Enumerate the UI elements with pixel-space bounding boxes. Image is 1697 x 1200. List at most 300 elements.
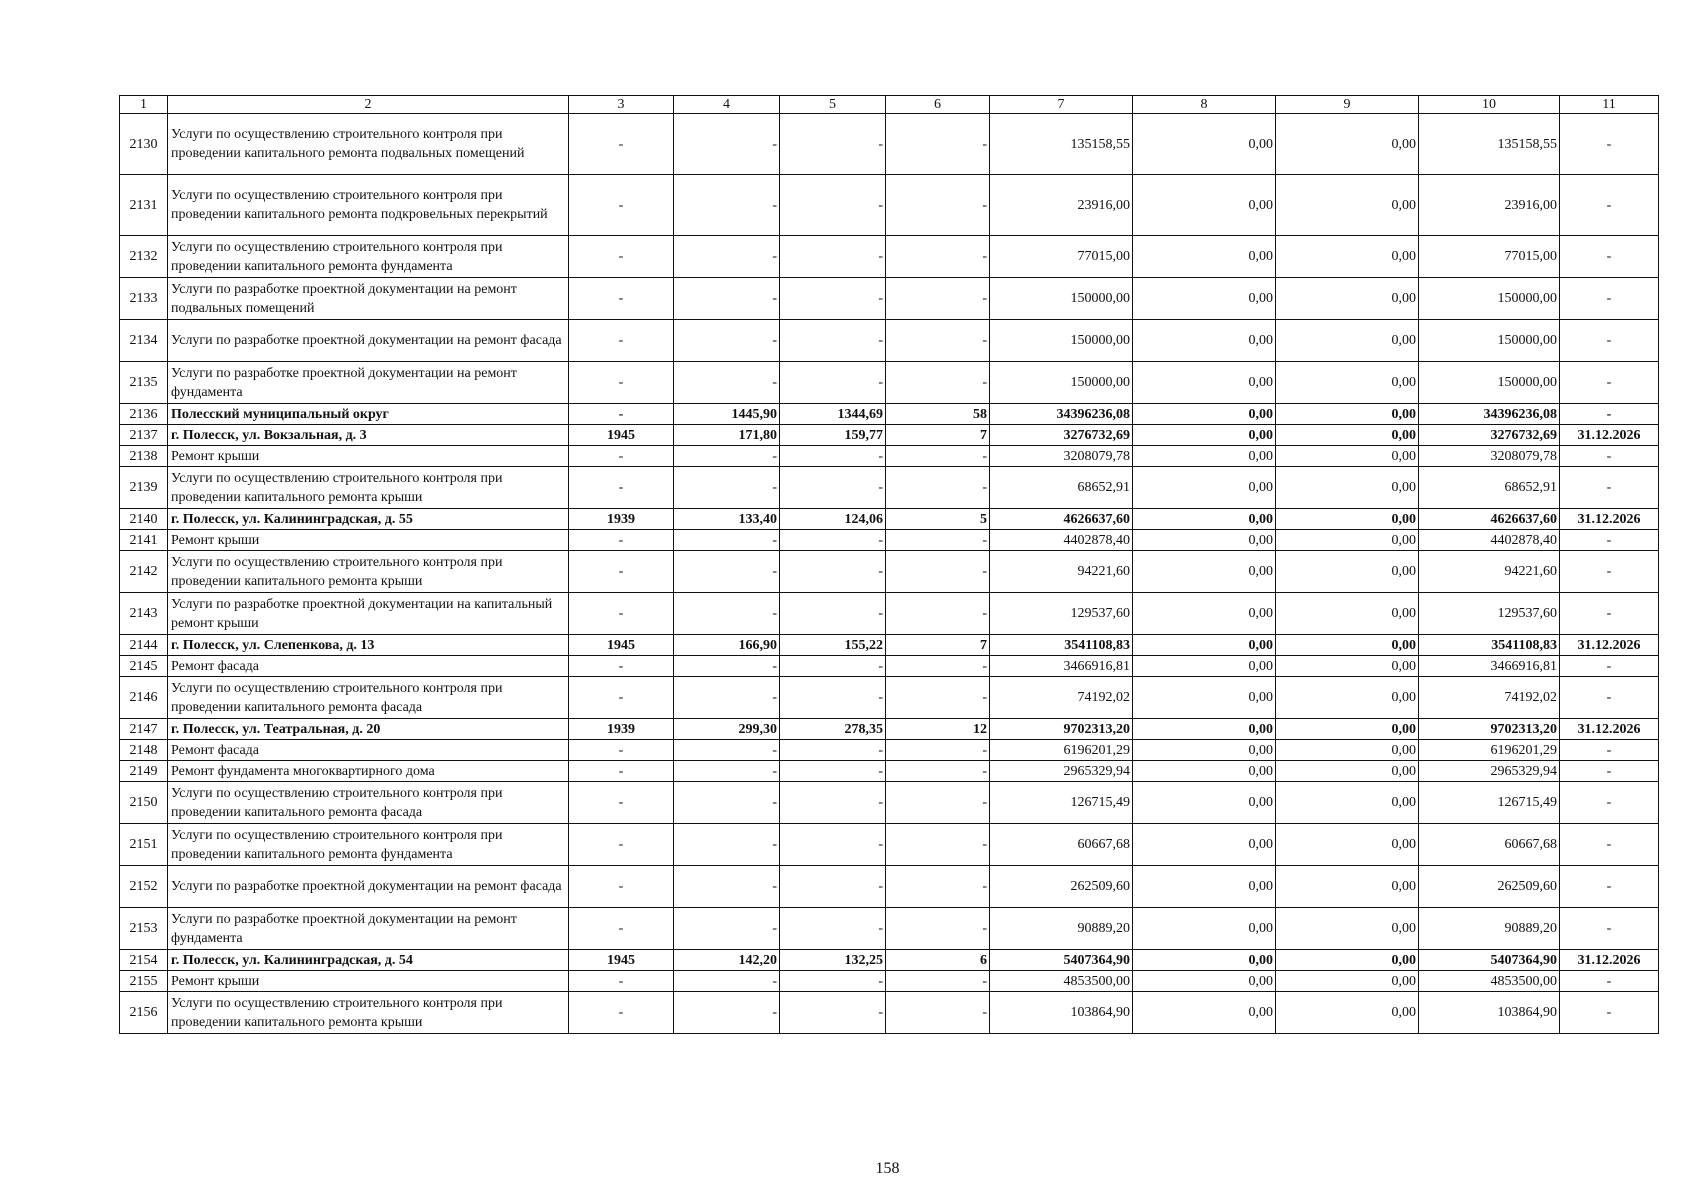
cell-c7: 23916,00 [990,175,1133,236]
table-body [120,96,1659,1034]
cell-c4: - [674,824,780,866]
cell-c3: 1939 [569,509,674,530]
cell-c4: - [674,320,780,362]
cell-c4: 171,80 [674,425,780,446]
cell-c4: - [674,236,780,278]
cell-description: Услуги по осуществлению строительного контроля при проведении капитального ремонта фундамента [168,824,569,866]
cell-c3: - [569,114,674,175]
cell-c9: 0,00 [1276,971,1419,992]
table-row [120,467,1659,509]
cell-c8: 0,00 [1133,425,1276,446]
table-row [120,908,1659,950]
cell-c4: - [674,656,780,677]
cell-c9: 0,00 [1276,866,1419,908]
column-number: 8 [1133,96,1276,114]
cell-c3: - [569,278,674,320]
cell-c5: - [780,971,886,992]
table-row [120,236,1659,278]
cell-c8: 0,00 [1133,278,1276,320]
cell-c11: - [1560,404,1659,425]
cell-c9: 0,00 [1276,467,1419,509]
cell-c10: 129537,60 [1419,593,1560,635]
column-number: 9 [1276,96,1419,114]
cell-c6: - [886,175,990,236]
cell-c9: 0,00 [1276,425,1419,446]
cell-c8: 0,00 [1133,551,1276,593]
cell-c6: - [886,446,990,467]
cell-c10: 94221,60 [1419,551,1560,593]
cell-c11: - [1560,656,1659,677]
table-row [120,362,1659,404]
cell-c6: - [886,551,990,593]
cell-c7: 4626637,60 [990,509,1133,530]
cell-c10: 150000,00 [1419,278,1560,320]
cell-c4: - [674,782,780,824]
cell-c8: 0,00 [1133,656,1276,677]
column-number: 3 [569,96,674,114]
cell-c7: 150000,00 [990,362,1133,404]
cell-c8: 0,00 [1133,992,1276,1034]
cell-c4: - [674,908,780,950]
cell-c8: 0,00 [1133,677,1276,719]
cell-c3: - [569,593,674,635]
column-number: 11 [1560,96,1659,114]
cell-c5: - [780,740,886,761]
cell-c9: 0,00 [1276,278,1419,320]
cell-c8: 0,00 [1133,175,1276,236]
cell-c6: 7 [886,425,990,446]
cell-c6: - [886,971,990,992]
cell-c11: 31.12.2026 [1560,425,1659,446]
table-row [120,677,1659,719]
cell-c6: 58 [886,404,990,425]
cell-c10: 74192,02 [1419,677,1560,719]
cell-c7: 5407364,90 [990,950,1133,971]
cell-c4: - [674,278,780,320]
table-row [120,404,1659,425]
cell-c3: 1939 [569,719,674,740]
cell-c11: - [1560,362,1659,404]
cell-c4: - [674,992,780,1034]
cell-row-number: 2137 [120,425,168,446]
cell-description: Услуги по осуществлению строительного контроля при проведении капитального ремонта фасада [168,782,569,824]
cell-c10: 23916,00 [1419,175,1560,236]
cell-c7: 74192,02 [990,677,1133,719]
cell-row-number: 2153 [120,908,168,950]
cell-c5: - [780,782,886,824]
table-row [120,719,1659,740]
column-number-row [120,96,1659,114]
cell-description: г. Полесск, ул. Вокзальная, д. 3 [168,425,569,446]
cell-c9: 0,00 [1276,362,1419,404]
cell-c8: 0,00 [1133,362,1276,404]
cell-c11: 31.12.2026 [1560,719,1659,740]
cell-c3: - [569,740,674,761]
cell-c6: - [886,362,990,404]
cell-c10: 34396236,08 [1419,404,1560,425]
cell-c3: 1945 [569,425,674,446]
cell-c9: 0,00 [1276,761,1419,782]
cell-c7: 3276732,69 [990,425,1133,446]
cell-c9: 0,00 [1276,635,1419,656]
cell-c8: 0,00 [1133,782,1276,824]
cell-c11: - [1560,677,1659,719]
cell-c8: 0,00 [1133,446,1276,467]
cell-c3: - [569,404,674,425]
table-row [120,530,1659,551]
cell-c7: 4402878,40 [990,530,1133,551]
cell-row-number: 2147 [120,719,168,740]
table-row [120,866,1659,908]
cell-c7: 9702313,20 [990,719,1133,740]
cell-c6: - [886,782,990,824]
cell-c4: - [674,362,780,404]
table-row [120,551,1659,593]
table-row [120,635,1659,656]
cell-row-number: 2134 [120,320,168,362]
cell-c5: - [780,320,886,362]
cell-c4: 133,40 [674,509,780,530]
cell-c3: - [569,656,674,677]
cell-c3: - [569,446,674,467]
column-number: 7 [990,96,1133,114]
cell-c6: - [886,114,990,175]
cell-c9: 0,00 [1276,236,1419,278]
column-number: 6 [886,96,990,114]
cell-c6: - [886,677,990,719]
table-row [120,656,1659,677]
cell-row-number: 2146 [120,677,168,719]
cell-c7: 6196201,29 [990,740,1133,761]
cell-description: Услуги по разработке проектной документации на ремонт фасада [168,320,569,362]
table-row [120,446,1659,467]
cell-c3: 1945 [569,950,674,971]
cell-c10: 3541108,83 [1419,635,1560,656]
cell-c7: 77015,00 [990,236,1133,278]
cell-c3: - [569,175,674,236]
page-number: 158 [875,1160,900,1177]
cell-c5: - [780,908,886,950]
cell-description: г. Полесск, ул. Калининградская, д. 54 [168,950,569,971]
cell-c4: - [674,114,780,175]
column-number: 10 [1419,96,1560,114]
cell-c6: - [886,656,990,677]
cell-c10: 4402878,40 [1419,530,1560,551]
cell-row-number: 2130 [120,114,168,175]
cell-c7: 129537,60 [990,593,1133,635]
cell-c4: - [674,175,780,236]
cell-c5: - [780,236,886,278]
cell-c8: 0,00 [1133,950,1276,971]
cell-description: Ремонт фундамента многоквартирного дома [168,761,569,782]
cell-description: Полесский муниципальный округ [168,404,569,425]
cell-c11: - [1560,782,1659,824]
cell-description: Услуги по осуществлению строительного контроля при проведении капитального ремонта крыши [168,467,569,509]
cell-c6: 6 [886,950,990,971]
cell-description: г. Полесск, ул. Слепенкова, д. 13 [168,635,569,656]
cell-c11: - [1560,320,1659,362]
cell-c10: 3276732,69 [1419,425,1560,446]
cell-c4: 1445,90 [674,404,780,425]
cell-c10: 90889,20 [1419,908,1560,950]
cell-c3: - [569,530,674,551]
cell-c4: - [674,593,780,635]
cell-c5: 124,06 [780,509,886,530]
cell-row-number: 2155 [120,971,168,992]
cell-c8: 0,00 [1133,593,1276,635]
cell-description: Услуги по осуществлению строительного контроля при проведении капитального ремонта фасада [168,677,569,719]
cell-row-number: 2135 [120,362,168,404]
cell-row-number: 2141 [120,530,168,551]
cell-c9: 0,00 [1276,677,1419,719]
cell-c11: - [1560,551,1659,593]
column-number: 5 [780,96,886,114]
cell-c10: 3466916,81 [1419,656,1560,677]
cell-c7: 150000,00 [990,278,1133,320]
cell-c7: 34396236,08 [990,404,1133,425]
cell-c11: - [1560,971,1659,992]
cell-c3: - [569,908,674,950]
cell-c9: 0,00 [1276,656,1419,677]
cell-description: Услуги по разработке проектной документации на капитальный ремонт крыши [168,593,569,635]
cell-c6: - [886,824,990,866]
cell-c6: - [886,866,990,908]
cell-c7: 103864,90 [990,992,1133,1034]
cell-row-number: 2133 [120,278,168,320]
cell-row-number: 2139 [120,467,168,509]
cell-c3: 1945 [569,635,674,656]
cell-c11: - [1560,824,1659,866]
table-row [120,593,1659,635]
cell-row-number: 2150 [120,782,168,824]
table-row [120,971,1659,992]
cell-c11: - [1560,530,1659,551]
cell-c7: 94221,60 [990,551,1133,593]
cell-c10: 5407364,90 [1419,950,1560,971]
cell-c6: - [886,992,990,1034]
cell-c10: 150000,00 [1419,362,1560,404]
cell-c9: 0,00 [1276,740,1419,761]
cell-c11: - [1560,446,1659,467]
cell-c9: 0,00 [1276,593,1419,635]
cell-description: Ремонт крыши [168,446,569,467]
cell-row-number: 2151 [120,824,168,866]
cell-c5: - [780,656,886,677]
cell-c3: - [569,761,674,782]
cell-c8: 0,00 [1133,114,1276,175]
cell-c8: 0,00 [1133,320,1276,362]
table-row [120,175,1659,236]
cell-row-number: 2140 [120,509,168,530]
cell-c3: - [569,782,674,824]
cell-c9: 0,00 [1276,908,1419,950]
cell-c10: 150000,00 [1419,320,1560,362]
table-row [120,992,1659,1034]
cell-c11: - [1560,908,1659,950]
cell-c9: 0,00 [1276,530,1419,551]
table-row [120,761,1659,782]
cell-row-number: 2131 [120,175,168,236]
cell-c10: 6196201,29 [1419,740,1560,761]
cell-description: Ремонт фасада [168,656,569,677]
cell-c11: 31.12.2026 [1560,950,1659,971]
cell-c9: 0,00 [1276,551,1419,593]
cell-c4: - [674,677,780,719]
cell-row-number: 2132 [120,236,168,278]
cell-c8: 0,00 [1133,866,1276,908]
cell-c6: 7 [886,635,990,656]
cell-c8: 0,00 [1133,908,1276,950]
cell-c7: 126715,49 [990,782,1133,824]
cell-c7: 2965329,94 [990,761,1133,782]
cell-c4: 166,90 [674,635,780,656]
cell-row-number: 2152 [120,866,168,908]
cell-c7: 262509,60 [990,866,1133,908]
cell-c8: 0,00 [1133,236,1276,278]
cell-c11: - [1560,593,1659,635]
cell-c8: 0,00 [1133,635,1276,656]
cell-c10: 2965329,94 [1419,761,1560,782]
cell-c11: - [1560,761,1659,782]
cell-c5: - [780,114,886,175]
cell-c3: - [569,236,674,278]
cell-description: Услуги по разработке проектной документации на ремонт фундамента [168,908,569,950]
cell-c9: 0,00 [1276,114,1419,175]
cell-c6: - [886,467,990,509]
cell-row-number: 2149 [120,761,168,782]
cell-c9: 0,00 [1276,320,1419,362]
column-number: 1 [120,96,168,114]
cell-description: Услуги по разработке проектной документации на ремонт фундамента [168,362,569,404]
cell-c9: 0,00 [1276,950,1419,971]
cell-c10: 103864,90 [1419,992,1560,1034]
cell-c7: 60667,68 [990,824,1133,866]
cell-c8: 0,00 [1133,467,1276,509]
table-row [120,824,1659,866]
column-number: 2 [168,96,569,114]
cell-c6: 5 [886,509,990,530]
cell-c6: - [886,593,990,635]
cell-c10: 77015,00 [1419,236,1560,278]
cell-c4: - [674,761,780,782]
cell-description: Ремонт крыши [168,971,569,992]
cell-c11: - [1560,740,1659,761]
cell-c4: - [674,467,780,509]
cell-c10: 9702313,20 [1419,719,1560,740]
cell-c9: 0,00 [1276,175,1419,236]
cell-c8: 0,00 [1133,761,1276,782]
cell-c5: - [780,446,886,467]
cell-c11: - [1560,467,1659,509]
cell-c3: - [569,971,674,992]
cell-description: Услуги по разработке проектной документации на ремонт фасада [168,866,569,908]
cell-c5: - [780,866,886,908]
cell-c3: - [569,992,674,1034]
table-row [120,320,1659,362]
cell-c11: - [1560,236,1659,278]
cell-c5: - [780,551,886,593]
cell-description: Услуги по осуществлению строительного контроля при проведении капитального ремонта крыши [168,992,569,1034]
cell-c6: 12 [886,719,990,740]
cell-c4: 142,20 [674,950,780,971]
cell-c6: - [886,740,990,761]
cell-c6: - [886,236,990,278]
cell-row-number: 2154 [120,950,168,971]
cell-c5: - [780,992,886,1034]
cell-c11: 31.12.2026 [1560,509,1659,530]
cell-c5: - [780,824,886,866]
cell-row-number: 2148 [120,740,168,761]
cell-c5: - [780,677,886,719]
cell-c5: - [780,530,886,551]
document-table [119,95,1659,1034]
cell-c10: 135158,55 [1419,114,1560,175]
cell-c5: 159,77 [780,425,886,446]
cell-c9: 0,00 [1276,509,1419,530]
cell-c3: - [569,677,674,719]
cell-c10: 60667,68 [1419,824,1560,866]
cell-description: Услуги по осуществлению строительного контроля при проведении капитального ремонта подвальных помещений [168,114,569,175]
cell-c8: 0,00 [1133,971,1276,992]
cell-c3: - [569,362,674,404]
cell-description: Услуги по осуществлению строительного контроля при проведении капитального ремонта подкровельных перекрытий [168,175,569,236]
table-row [120,950,1659,971]
cell-c8: 0,00 [1133,740,1276,761]
cell-c8: 0,00 [1133,719,1276,740]
cell-description: г. Полесск, ул. Театральная, д. 20 [168,719,569,740]
cell-c10: 126715,49 [1419,782,1560,824]
cell-c3: - [569,551,674,593]
cell-description: Услуги по осуществлению строительного контроля при проведении капитального ремонта фундамента [168,236,569,278]
cell-c5: - [780,175,886,236]
cell-c3: - [569,866,674,908]
cell-c8: 0,00 [1133,509,1276,530]
column-number: 4 [674,96,780,114]
cell-row-number: 2145 [120,656,168,677]
table-row [120,425,1659,446]
cell-c9: 0,00 [1276,719,1419,740]
cell-c4: 299,30 [674,719,780,740]
cell-c11: - [1560,114,1659,175]
cell-description: Ремонт фасада [168,740,569,761]
cell-c7: 68652,91 [990,467,1133,509]
cell-description: Услуги по осуществлению строительного контроля при проведении капитального ремонта крыши [168,551,569,593]
cell-c5: 1344,69 [780,404,886,425]
cell-row-number: 2142 [120,551,168,593]
cell-c4: - [674,740,780,761]
cell-c7: 3208079,78 [990,446,1133,467]
cell-c11: - [1560,278,1659,320]
cell-description: Ремонт крыши [168,530,569,551]
cell-c3: - [569,824,674,866]
cell-c3: - [569,320,674,362]
cell-c11: 31.12.2026 [1560,635,1659,656]
cell-c11: - [1560,866,1659,908]
cell-c5: 155,22 [780,635,886,656]
cell-c5: 132,25 [780,950,886,971]
cell-c5: - [780,593,886,635]
cell-c10: 3208079,78 [1419,446,1560,467]
cell-c4: - [674,866,780,908]
cell-c9: 0,00 [1276,992,1419,1034]
cell-row-number: 2156 [120,992,168,1034]
table-row [120,509,1659,530]
cell-c6: - [886,320,990,362]
cell-c6: - [886,761,990,782]
cell-c6: - [886,908,990,950]
cell-c4: - [674,446,780,467]
cell-c7: 90889,20 [990,908,1133,950]
